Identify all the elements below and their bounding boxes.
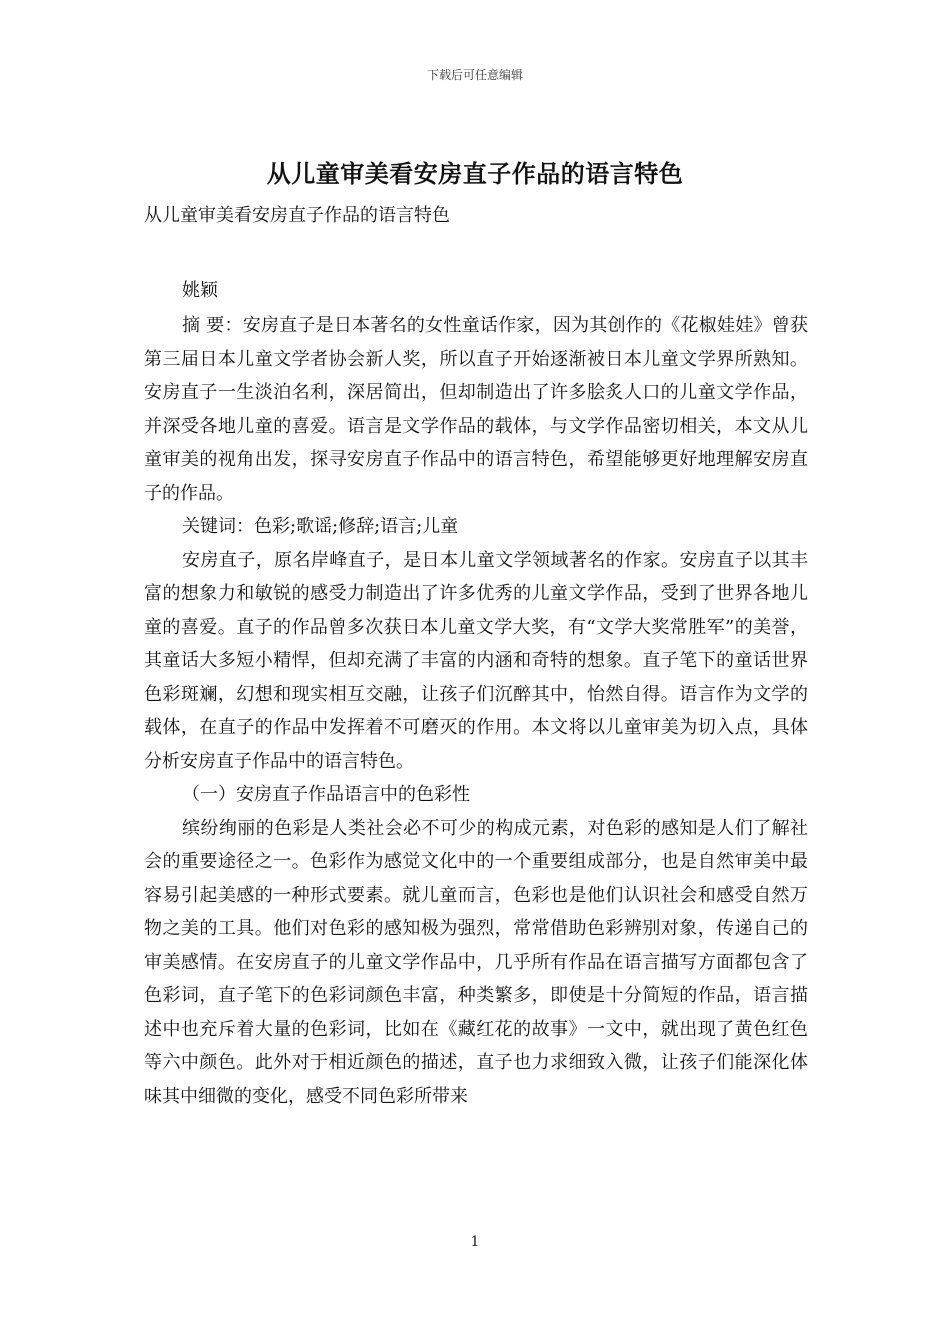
keywords-line: 关键词：色彩;歌谣;修辞;语言;儿童 <box>182 516 459 537</box>
page-header-note: 下载后可任意编辑 <box>426 68 523 82</box>
author-name: 姚颖 <box>182 280 218 301</box>
document-title: 从儿童审美看安房直子作品的语言特色 <box>266 159 684 188</box>
document-subtitle: 从儿童审美看安房直子作品的语言特色 <box>144 205 450 226</box>
section-heading: （一）安房直子作品语言中的色彩性 <box>182 784 470 805</box>
page-number: 1 <box>470 1234 480 1250</box>
document-body <box>144 309 808 1113</box>
section-paragraph: 缤纷绚丽的色彩是人类社会必不可少的构成元素，对色彩的感知是人们了解社会的重要途径之一。色彩作为感觉文化中的一个重要组成部分，也是自然审美中最容易引起美感的一种形式要素。就儿童而言，色彩也是他们认识社会和感受自然万物之美的工具。他们对色彩的感知极为强烈，常常借助色彩辨别对象，传递自己的审美感情。在安房直子的儿童文学作品中，几乎所有作品在语言描写方面都包含了色彩词，直子笔下的色彩词颜色丰富，种类繁多，即使是十分简短的作品，语言描述中也充斥着大量的色彩词，比如在《藏红花的故事》一文中，就出现了黄色红色等六中颜色。此外对于相近颜色的描述，直子也力求细致入微，让孩子们能深化体味其中细微的变化，感受不同色彩所带来 <box>144 817 808 1107</box>
abstract-paragraph: 摘 要：安房直子是日本著名的女性童话作家，因为其创作的《花椒娃娃》曾获第三届日本儿童文学者协会新人奖，所以直子开始逐渐被日本儿童文学界所熟知。安房直子一生淡泊名利，深居简出，但却制造出了许多脍炙人口的儿童文学作品，并深受各地儿童的喜爱。语言是文学作品的载体，与文学作品密切相关，本文从儿童审美的视角出发，探寻安房直子作品中的语言特色，希望能够更好地理解安房直子的作品。 <box>144 315 808 504</box>
intro-paragraph: 安房直子，原名岸峰直子，是日本儿童文学领域著名的作家。安房直子以其丰富的想象力和敏锐的感受力制造出了许多优秀的儿童文学作品，受到了世界各地儿童的喜爱。直子的作品曾多次获日本儿童文学大奖，有“文学大奖常胜军”的美誉，其童话大多短小精悍，但却充满了丰富的内涵和奇特的想象。直子笔下的童话世界色彩斑斓，幻想和现实相互交融，让孩子们沉醉其中，怡然自得。语言作为文学的载体，在直子的作品中发挥着不可磨灭的作用。本文将以儿童审美为切入点，具体分析安房直子作品中的语言特色。 <box>144 549 808 772</box>
